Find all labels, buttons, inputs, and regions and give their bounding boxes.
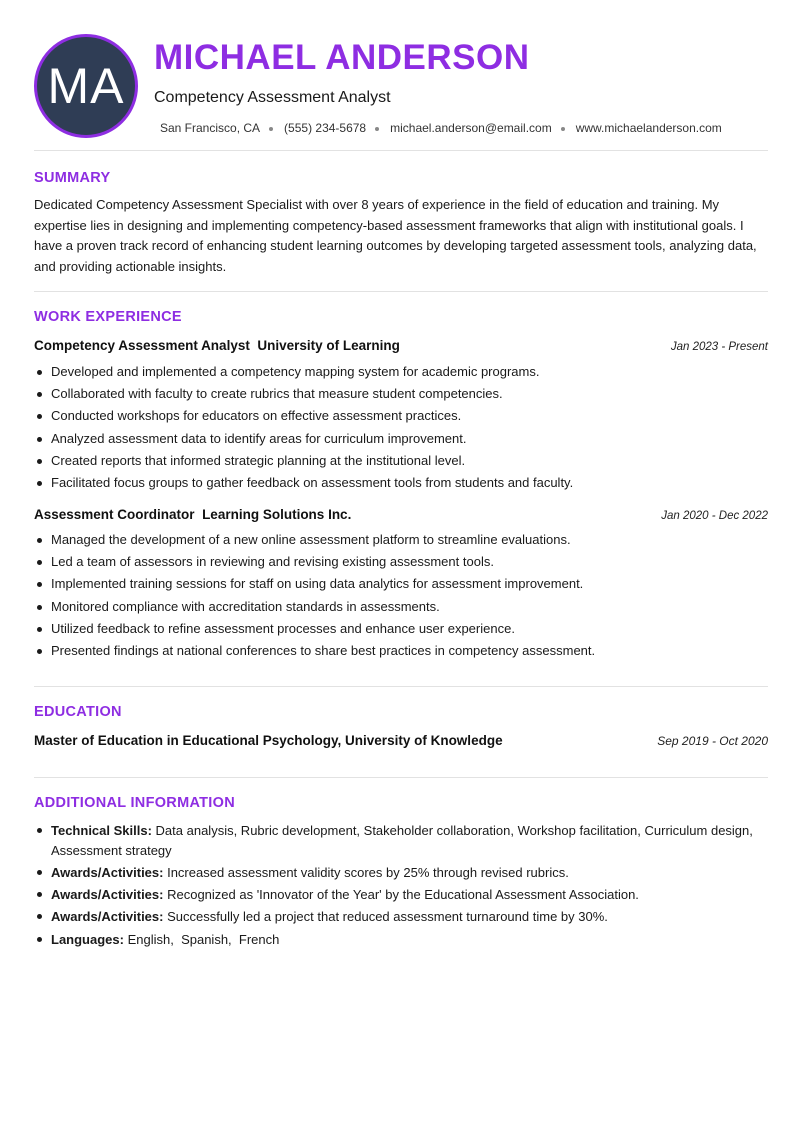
degree: Master of Education in Educational Psychology, University of Knowledge — [34, 733, 503, 748]
list-item: Managed the development of a new online assessment platform to streamline evaluations. — [34, 529, 768, 551]
item-text: Data analysis, Rubric development, Stakeholder collaboration, Workshop facilitation, Curriculum design, Assessment strategy — [51, 823, 753, 858]
divider — [34, 686, 768, 687]
job-header — [34, 507, 768, 522]
additional-heading: ADDITIONAL INFORMATION — [34, 795, 235, 811]
candidate-title: Competency Assessment Analyst — [154, 89, 391, 106]
list-item — [34, 885, 768, 905]
divider — [34, 150, 768, 151]
experience-heading: WORK EXPERIENCE — [34, 309, 182, 325]
item-text: Recognized as 'Innovator of the Year' by the Educational Assessment Association. — [167, 886, 639, 902]
list-item — [34, 907, 768, 927]
job-bullets — [34, 529, 768, 662]
item-label: Technical Skills: — [51, 823, 152, 838]
list-item — [34, 821, 768, 860]
list-item: Analyzed assessment data to identify areas for curriculum improvement. — [34, 428, 768, 450]
list-item: Developed and implemented a competency mapping system for academic programs. — [34, 361, 768, 383]
avatar — [34, 34, 138, 138]
list-item: Facilitated focus groups to gather feedback on assessment tools from students and faculty. — [34, 472, 768, 494]
item-label: Languages: — [51, 932, 124, 947]
job-company: Learning Solutions Inc. — [202, 507, 352, 522]
contact-location: San Francisco, CA — [160, 121, 261, 135]
separator-dot-icon — [375, 127, 379, 131]
list-item: Monitored compliance with accreditation standards in assessments. — [34, 596, 768, 618]
divider — [34, 291, 768, 292]
job-title-company — [34, 338, 400, 353]
job-company: University of Learning — [257, 338, 400, 353]
job-header — [34, 338, 768, 353]
contact-email[interactable]: michael.anderson@email.com — [390, 121, 552, 135]
job-role: Assessment Coordinator — [34, 507, 195, 522]
item-label: Awards/Activities: — [51, 864, 164, 880]
job-title-company — [34, 507, 351, 522]
item-text: Successfully led a project that reduced assessment turnaround time by 30%. — [167, 908, 608, 924]
item-label: Awards/Activities: — [51, 886, 164, 902]
education-entry — [34, 733, 768, 748]
job-bullets — [34, 361, 768, 494]
list-item: Collaborated with faculty to create rubrics that measure student competencies. — [34, 383, 768, 405]
list-item — [34, 930, 768, 950]
item-text: English, Spanish, French — [127, 932, 280, 947]
job-dates: Jan 2020 - Dec 2022 — [661, 510, 768, 522]
resume-header — [34, 34, 768, 138]
contact-phone: (555) 234-5678 — [284, 121, 367, 135]
list-item: Presented findings at national conferences to share best practices in competency assessment. — [34, 640, 768, 662]
separator-dot-icon — [269, 127, 273, 131]
contact-bar — [160, 121, 722, 135]
candidate-name: MICHAEL ANDERSON — [154, 38, 530, 77]
list-item — [34, 863, 768, 883]
separator-dot-icon — [561, 127, 565, 131]
additional-list — [34, 821, 768, 952]
item-label: Awards/Activities: — [51, 908, 164, 924]
education-dates: Sep 2019 - Oct 2020 — [657, 734, 768, 748]
summary-heading: SUMMARY — [34, 170, 111, 186]
job-role: Competency Assessment Analyst — [34, 338, 250, 353]
list-item: Implemented training sessions for staff on using data analytics for assessment improvement. — [34, 573, 768, 595]
list-item: Led a team of assessors in reviewing and revising existing assessment tools. — [34, 551, 768, 573]
summary-text: Dedicated Competency Assessment Specialist with over 8 years of experience in the field of education and training. My expertise lies in designing and implementing competency-based assessment frameworks that align with institutional goals. I have a proven track record of enhancing student learning outcomes by developing targeted assessment tools, analyzing data, and providing actionable insights. — [34, 197, 757, 274]
avatar-initials: MA — [47, 58, 125, 114]
item-text: Increased assessment validity scores by 25% through revised rubrics. — [167, 864, 569, 880]
contact-website[interactable]: www.michaelanderson.com — [575, 121, 722, 135]
list-item: Utilized feedback to refine assessment processes and enhance user experience. — [34, 618, 768, 640]
education-heading: EDUCATION — [34, 704, 122, 720]
list-item: Conducted workshops for educators on effective assessment practices. — [34, 405, 768, 427]
list-item: Created reports that informed strategic planning at the institutional level. — [34, 450, 768, 472]
job-dates: Jan 2023 - Present — [670, 341, 768, 353]
divider — [34, 777, 768, 778]
